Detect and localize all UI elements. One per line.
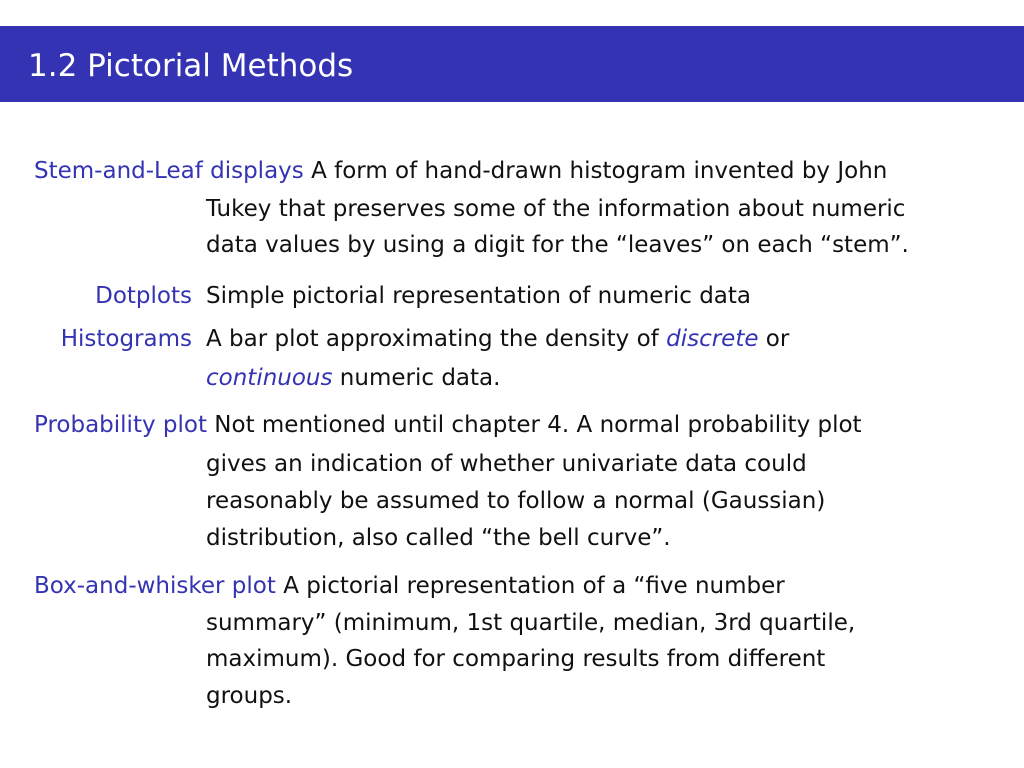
definition-item-probability-plot bbox=[34, 409, 862, 442]
definition-line: reasonably be assumed to follow a normal (Gaussian) bbox=[206, 488, 826, 514]
definition-first-line: A pictorial representation of a “five number bbox=[283, 573, 785, 599]
definition-text: A bar plot approximating the density of bbox=[206, 326, 667, 352]
definition-line: data values by using a digit for the “leaves” on each “stem”. bbox=[206, 232, 909, 258]
definition-item-box-and-whisker bbox=[34, 570, 785, 603]
definition-line: summary” (minimum, 1st quartile, median, 3rd quartile, bbox=[206, 610, 856, 636]
term-dotplots: Dotplots bbox=[95, 283, 192, 309]
term-stem-and-leaf: Stem-and-Leaf displays bbox=[34, 158, 304, 184]
term-probability-plot: Probability plot bbox=[34, 412, 207, 438]
definition-first-line: Simple pictorial representation of numeric data bbox=[206, 283, 752, 309]
definition-first-line bbox=[206, 323, 789, 356]
definition-line bbox=[206, 362, 500, 395]
definition-line: groups. bbox=[206, 683, 293, 709]
term-box-and-whisker: Box-and-whisker plot bbox=[34, 573, 276, 599]
definition-line: distribution, also called “the bell curve”. bbox=[206, 525, 671, 551]
emphasis-discrete: discrete bbox=[666, 326, 759, 352]
definition-line: gives an indication of whether univariate data could bbox=[206, 451, 807, 477]
definition-line: maximum). Good for comparing results from different bbox=[206, 646, 826, 672]
definition-text: or bbox=[758, 326, 790, 352]
definition-first-line: A form of hand-drawn histogram invented by John bbox=[311, 158, 888, 184]
definition-first-line: Not mentioned until chapter 4. A normal probability plot bbox=[214, 412, 862, 438]
slide-title: 1.2 Pictorial Methods bbox=[28, 48, 354, 84]
definition-item-stem-and-leaf bbox=[34, 155, 887, 188]
term-histograms: Histograms bbox=[60, 326, 192, 352]
definition-text: numeric data. bbox=[332, 365, 501, 391]
emphasis-continuous: continuous bbox=[206, 365, 333, 391]
definition-line: Tukey that preserves some of the information about numeric bbox=[206, 196, 906, 222]
